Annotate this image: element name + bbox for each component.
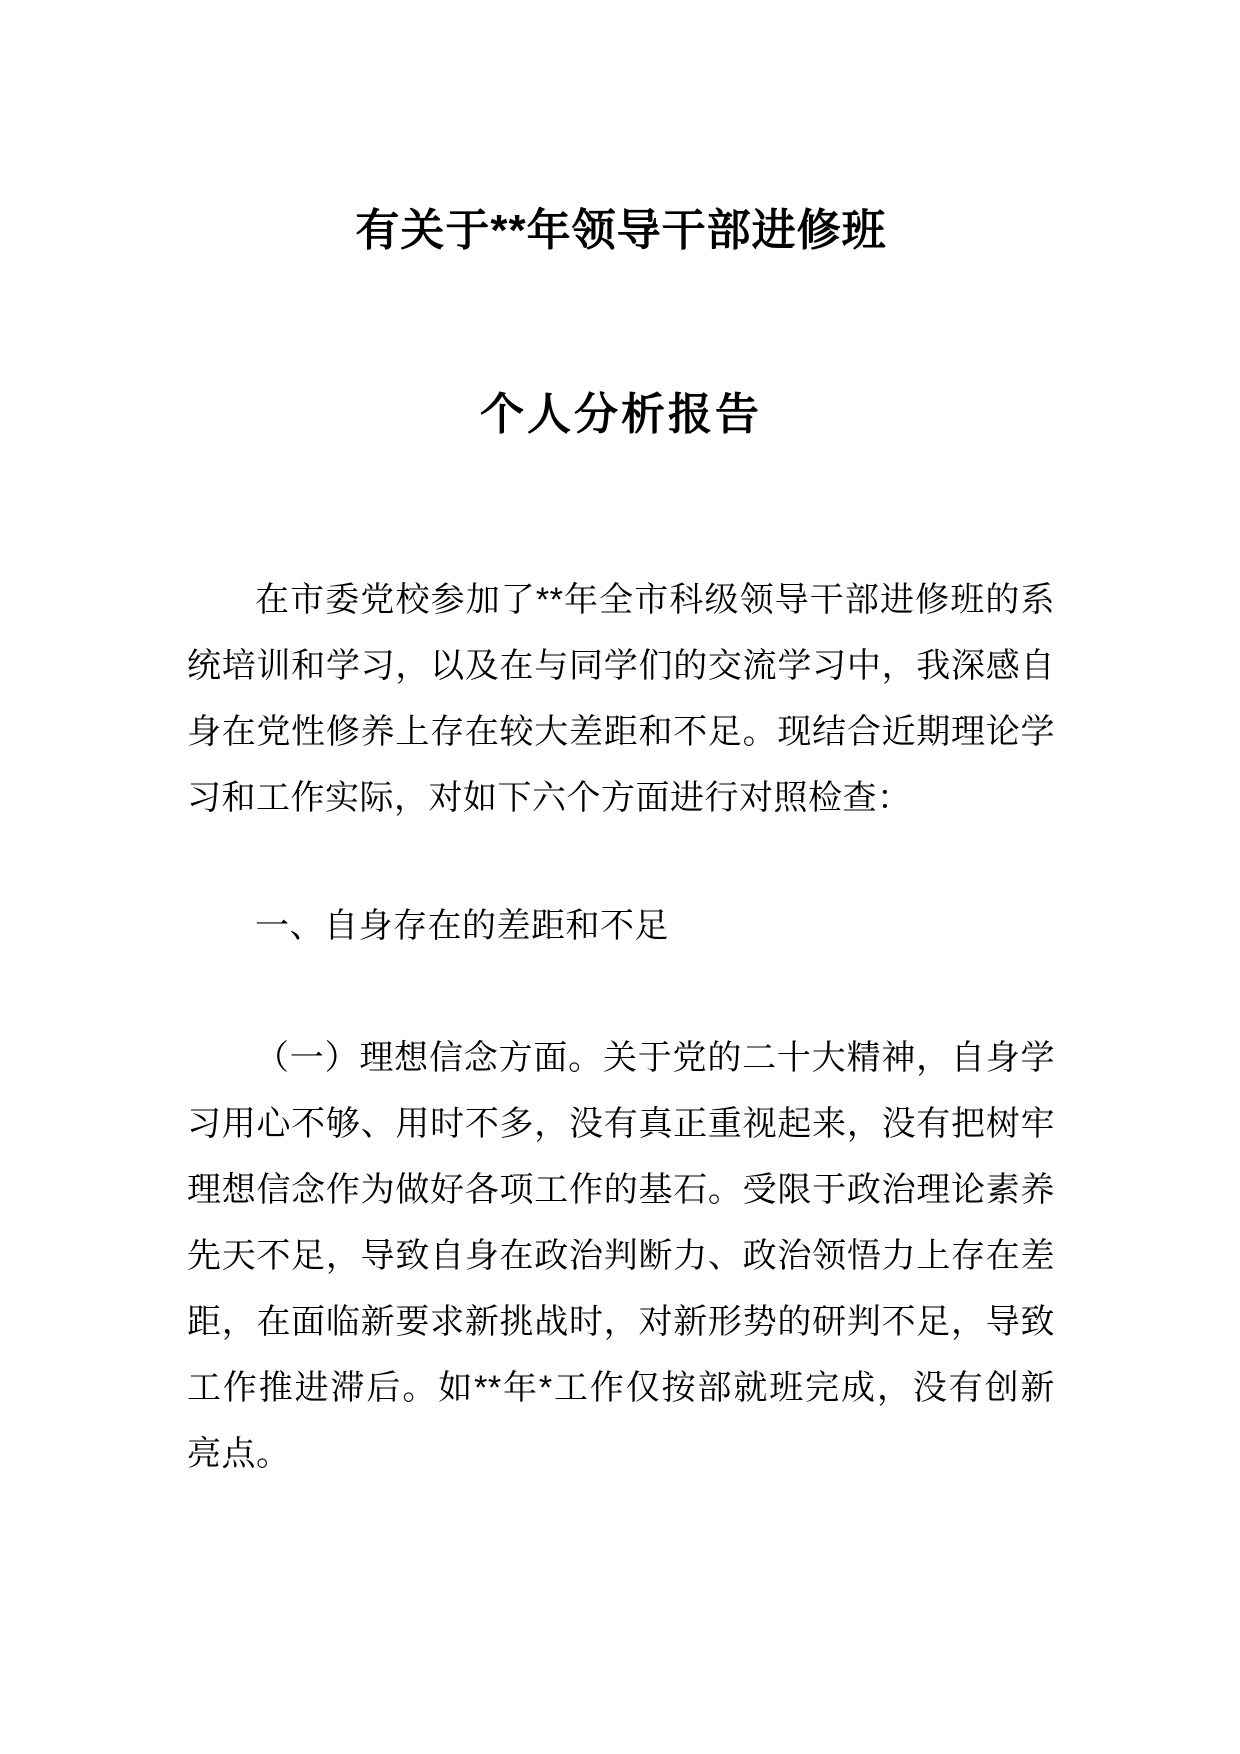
section-body-paragraph: （一）理想信念方面。关于党的二十大精神，自身学习用心不够、用时不多，没有真正重视起来，没有把树牢理想信念作为做好各项工作的基石。受限于政治理论素养先天不足，导致自身在政治判断力、政治领悟力上存在差距，在面临新要求新挑战时，对新形势的研判不足，导致工作推进滞后。如**年*工作仅按部就班完成，没有创新亮点。 — [187, 1039, 1055, 1473]
section-heading: 一、自身存在的差距和不足 — [255, 907, 669, 945]
document-title-line1: 有关于**年领导干部进修班 — [355, 206, 887, 255]
document-title-line2: 个人分析报告 — [480, 390, 762, 439]
intro-paragraph: 在市委党校参加了**年全市科级领导干部进修班的系统培训和学习，以及在与同学们的交流学习中，我深感自身在党性修养上存在较大差距和不足。现结合近期理论学习和工作实际，对如下六个方面进行对照检查： — [187, 581, 1055, 817]
